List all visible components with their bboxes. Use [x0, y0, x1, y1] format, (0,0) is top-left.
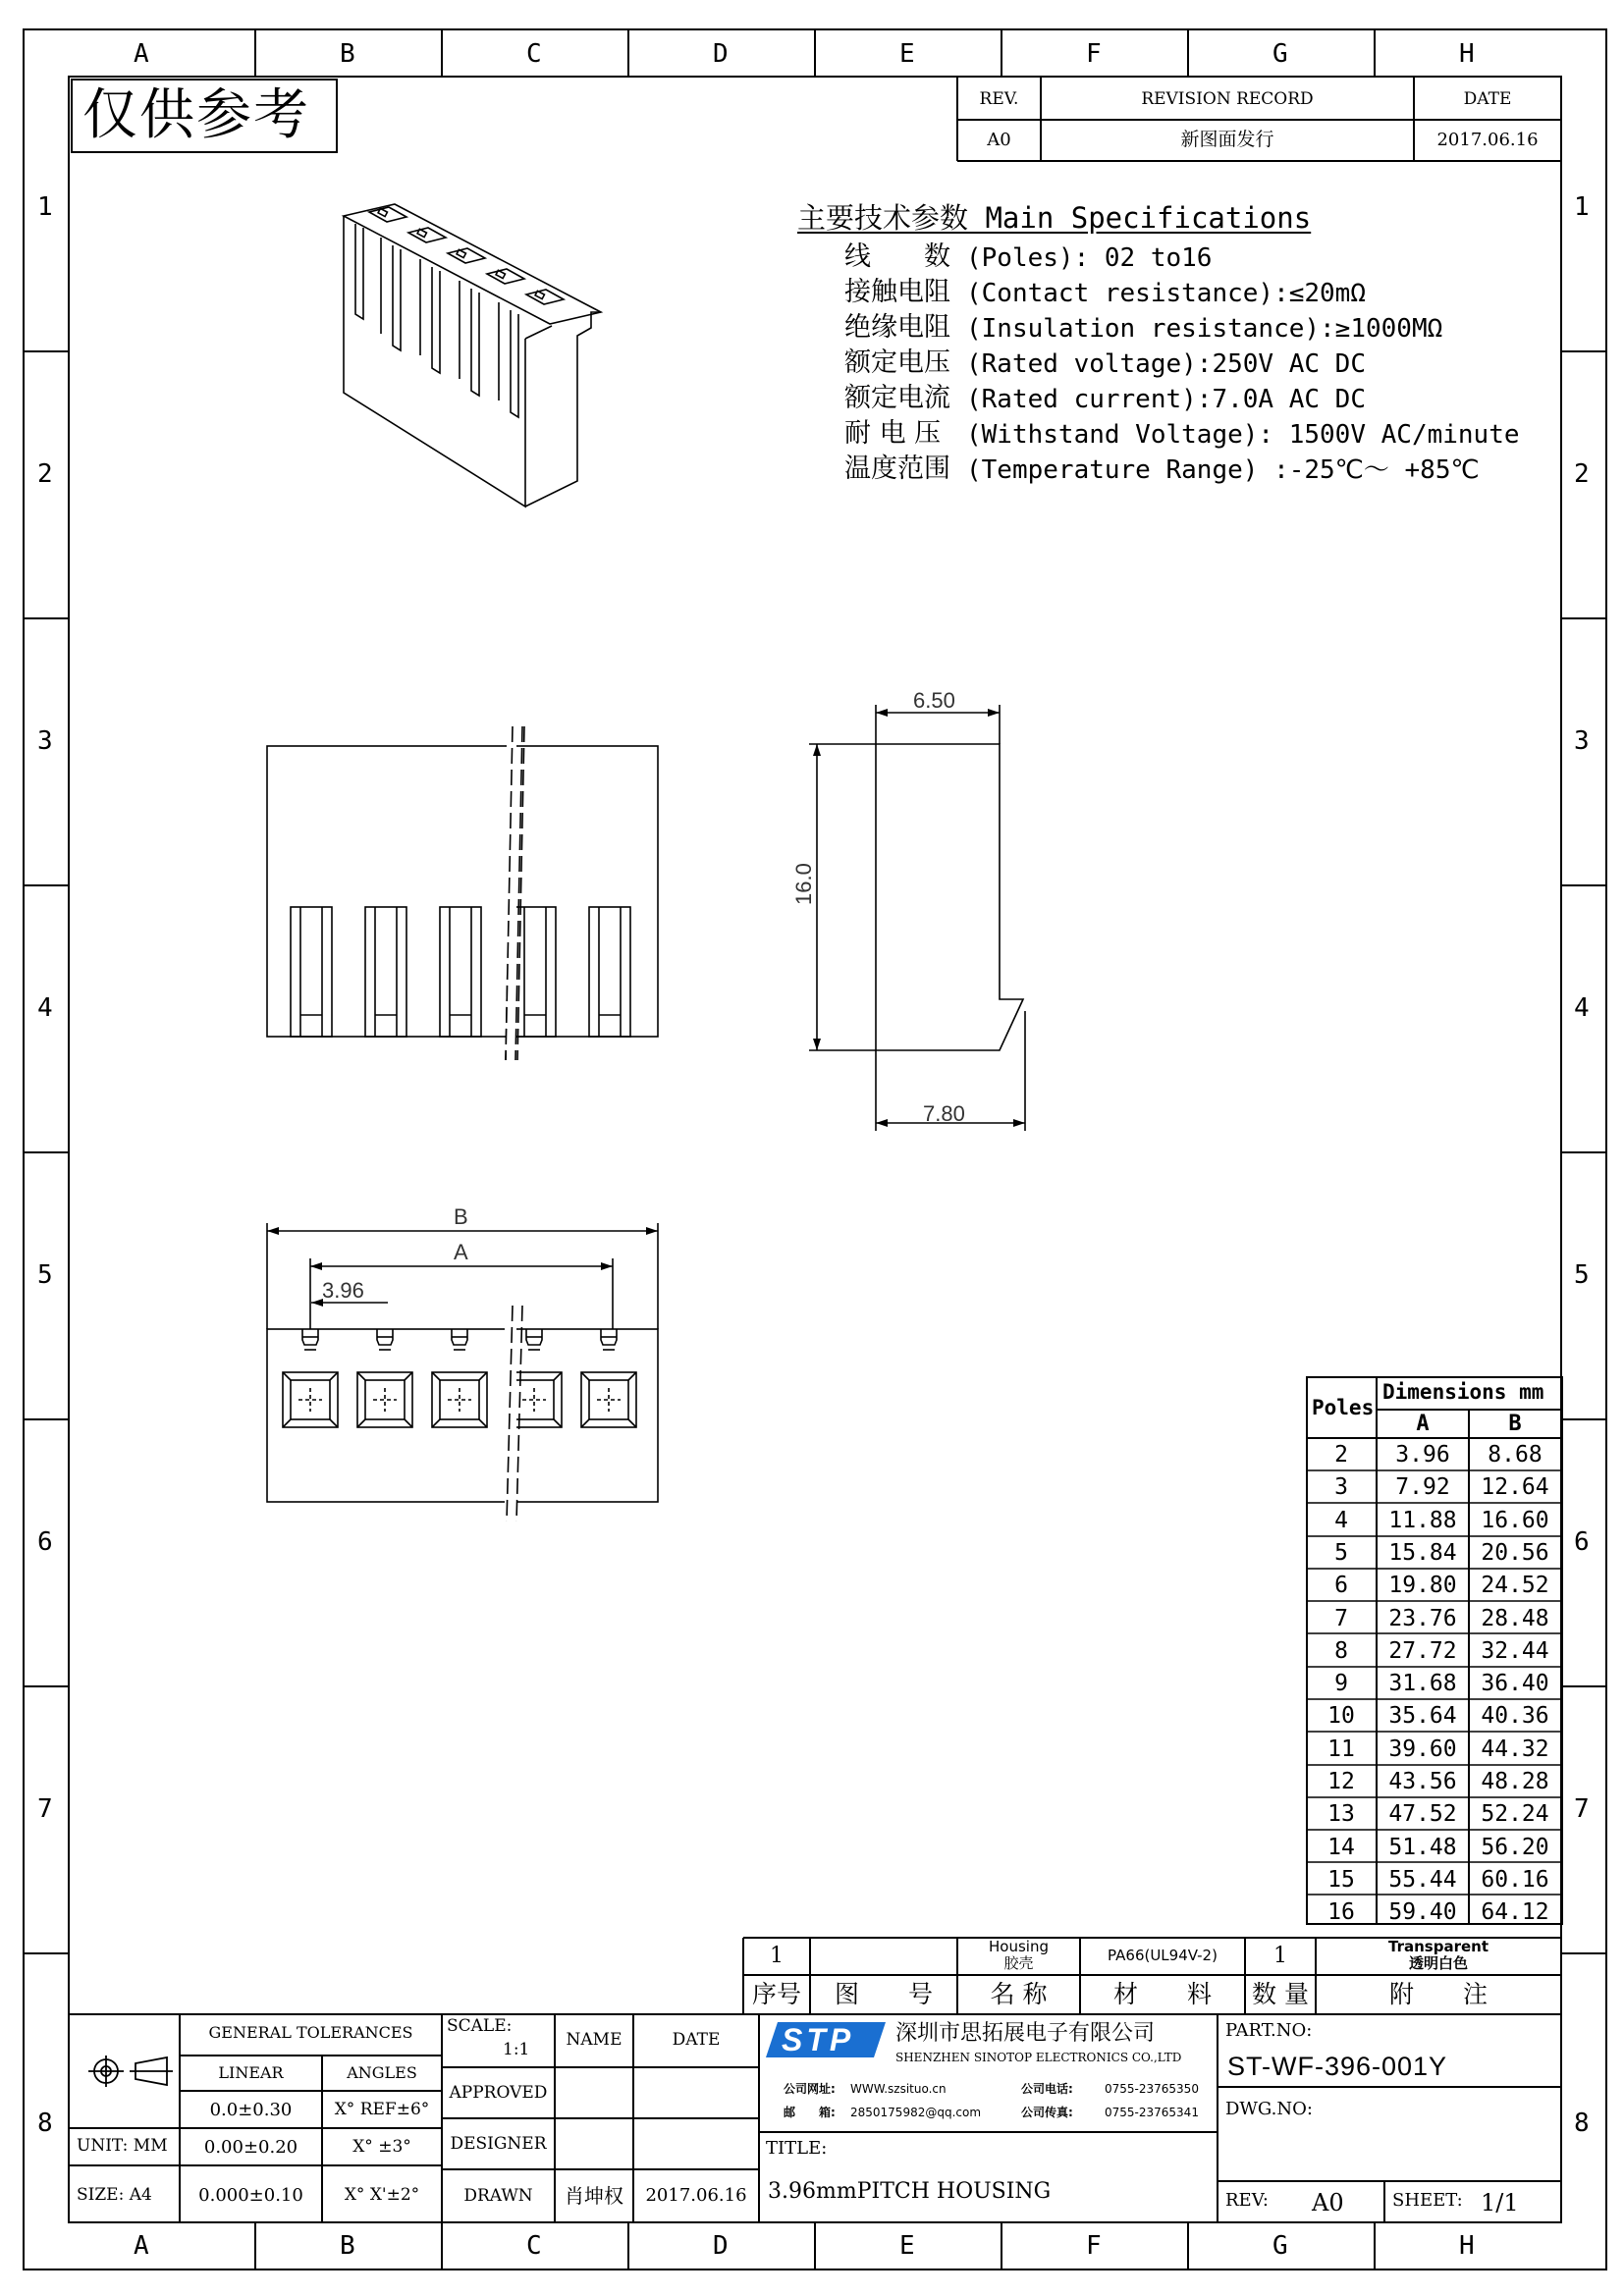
a-cell: 15.84 [1388, 1539, 1457, 1566]
row-number-6-left: 6 [37, 1527, 53, 1557]
company-name-zh: 深圳市思拓展电子有限公司 [895, 2021, 1156, 2046]
drawn-name: 肖坤权 [565, 2184, 623, 2208]
scale-label: SCALE: [447, 2016, 513, 2036]
spec-poles-zh: 线 数 [844, 241, 950, 272]
row-number-1-left: 1 [37, 192, 53, 222]
email-label: 邮 箱: [784, 2106, 836, 2119]
email: 2850175982@qq.com [850, 2106, 982, 2119]
a-cell: 23.76 [1388, 1605, 1457, 1631]
drawn-date: 2017.06.16 [645, 2185, 747, 2206]
rev-block-value: A0 [1312, 2189, 1344, 2216]
rev-header: REV. [979, 89, 1019, 109]
poles-cell: 12 [1327, 1769, 1355, 1794]
row-number-5-left: 5 [37, 1260, 53, 1290]
b-cell: 28.48 [1481, 1605, 1549, 1631]
dim-width-top: 6.50 [913, 688, 955, 713]
row-number-4-right: 4 [1574, 993, 1590, 1023]
dim-a-label: A [454, 1240, 468, 1264]
dim-b-label: B [454, 1204, 468, 1229]
drawn-label: DRAWN [463, 2186, 533, 2206]
spec-withstand-zh: 耐 电 压 [844, 418, 942, 449]
b-cell: 8.68 [1488, 1442, 1543, 1468]
sheet-value: 1/1 [1481, 2189, 1519, 2216]
poles-cell: 8 [1334, 1637, 1348, 1664]
dimension-row [1306, 1634, 1563, 1667]
spec-poles-en: (Poles): 02 to16 [966, 243, 1213, 273]
row-number-5-right: 5 [1574, 1260, 1590, 1290]
drawing-title: 3.96mmPITCH HOUSING [768, 2179, 1052, 2204]
fax: 0755-23765341 [1105, 2106, 1199, 2119]
col-letter-b-top: B [340, 39, 355, 69]
b-cell: 40.36 [1481, 1703, 1549, 1730]
poles-cell: 13 [1327, 1801, 1355, 1828]
dim-height: 16.0 [791, 863, 816, 905]
poles-cell: 14 [1327, 1834, 1355, 1860]
rev-label: REV: [1225, 2190, 1269, 2211]
b-cell: 24.52 [1481, 1573, 1549, 1599]
a-cell: 43.56 [1388, 1769, 1457, 1794]
a-cell: 59.40 [1388, 1899, 1457, 1926]
fax-label: 公司传真: [1021, 2106, 1073, 2119]
col-letter-a-top: A [134, 39, 149, 69]
spec-current-en: (Rated current):7.0A AC DC [966, 385, 1366, 414]
website-label: 公司网址: [784, 2082, 836, 2096]
col-letter-a-bottom: A [134, 2231, 149, 2261]
row-number-1-right: 1 [1574, 192, 1590, 222]
dim-width-bottom: 7.80 [923, 1101, 965, 1126]
a-cell: 35.64 [1388, 1703, 1457, 1730]
b-cell: 32.44 [1481, 1637, 1549, 1664]
bom-name-en: Housing [989, 1938, 1049, 1955]
row-number-3-left: 3 [37, 726, 53, 756]
dimension-row [1306, 1797, 1563, 1830]
date-header: DATE [1463, 89, 1512, 109]
col-letter-b-bottom: B [340, 2231, 355, 2261]
spec-voltage-en: (Rated voltage):250V AC DC [966, 349, 1366, 379]
b-cell: 36.40 [1481, 1671, 1549, 1697]
b-header: B [1508, 1412, 1522, 1436]
revision-description: 新图面发行 [1180, 129, 1274, 150]
b-cell: 64.12 [1481, 1899, 1549, 1926]
dimension-row [1306, 1667, 1563, 1699]
row-number-3-right: 3 [1574, 726, 1590, 756]
col-letter-g-bottom: G [1272, 2231, 1288, 2261]
website: WWW.szsituo.cn [850, 2082, 947, 2096]
a-cell: 7.92 [1395, 1474, 1450, 1501]
a-cell: 3.96 [1395, 1442, 1450, 1468]
col-letter-h-top: H [1459, 39, 1475, 69]
poles-cell: 11 [1327, 1735, 1355, 1762]
poles-cell: 15 [1327, 1866, 1355, 1893]
col-letter-e-bottom: E [899, 2231, 915, 2261]
col-letter-c-bottom: C [526, 2231, 542, 2261]
bom-no: 1 [770, 1944, 784, 1968]
phone: 0755-23765350 [1105, 2082, 1199, 2096]
bom-header-material: 材 料 [1112, 1980, 1212, 2008]
bom-qty: 1 [1273, 1944, 1287, 1968]
a-cell: 19.80 [1388, 1573, 1457, 1599]
front-view [255, 726, 668, 1060]
part-no: ST-WF-396-001Y [1227, 2052, 1448, 2081]
angles-label: ANGLES [347, 2063, 417, 2082]
row-number-2-left: 2 [37, 459, 53, 489]
row-number-8-left: 8 [37, 2109, 53, 2138]
stamp-text: 仅供参考 [82, 83, 310, 147]
rev-value: A0 [987, 130, 1011, 150]
company-name-en: SHENZHEN SINOTOP ELECTRONICS CO.,LTD [895, 2051, 1182, 2064]
bom-note-zh: 透明白色 [1408, 1954, 1468, 1972]
col-letter-g-top: G [1272, 39, 1288, 69]
col-letter-h-bottom: H [1459, 2231, 1475, 2261]
a-cell: 47.52 [1388, 1801, 1457, 1828]
company-logo [762, 2018, 890, 2061]
bom-header-no: 序号 [751, 1980, 801, 2008]
dimension-row [1306, 1831, 1563, 1863]
b-cell: 20.56 [1481, 1539, 1549, 1566]
a-cell: 31.68 [1388, 1671, 1457, 1697]
spec-voltage-zh: 额定电压 [844, 347, 950, 378]
a-cell: 39.60 [1388, 1735, 1457, 1762]
a-header: A [1416, 1412, 1430, 1436]
col-letter-f-bottom: F [1086, 2231, 1102, 2261]
dimension-row [1306, 1896, 1563, 1928]
bom-name-zh: 胶壳 [1003, 1954, 1034, 1972]
a-cell: 11.88 [1388, 1507, 1457, 1533]
b-cell: 56.20 [1481, 1834, 1549, 1860]
b-cell: 12.64 [1481, 1474, 1549, 1501]
dimension-row [1306, 1765, 1563, 1797]
tol-angle-2: X° ±3° [352, 2137, 411, 2157]
a-cell: 55.44 [1388, 1866, 1457, 1893]
row-number-8-right: 8 [1574, 2109, 1590, 2138]
spec-insulation-zh: 绝缘电阻 [844, 312, 950, 343]
part-no-label: PART.NO: [1225, 2020, 1313, 2041]
row-number-2-right: 2 [1574, 459, 1590, 489]
name-label: NAME [566, 2030, 623, 2050]
poles-cell: 9 [1334, 1671, 1348, 1697]
side-view [785, 687, 1041, 1139]
poles-cell: 4 [1334, 1507, 1348, 1533]
sheet-label: SHEET: [1392, 2190, 1463, 2211]
col-letter-e-top: E [899, 39, 915, 69]
phone-label: 公司电话: [1021, 2082, 1073, 2096]
spec-temperature-en: (Temperature Range) :-25℃～ +85℃ [966, 455, 1480, 485]
b-cell: 48.28 [1481, 1769, 1549, 1794]
approved-label: APPROVED [449, 2083, 548, 2103]
dims-header: Dimensions mm [1382, 1380, 1544, 1404]
spec-insulation-en: (Insulation resistance):≥1000MΩ [966, 314, 1443, 344]
poles-cell: 10 [1327, 1703, 1355, 1730]
tol-linear-1: 0.0±0.30 [209, 2100, 293, 2120]
row-number-7-left: 7 [37, 1794, 53, 1824]
row-number-6-right: 6 [1574, 1527, 1590, 1557]
dimension-row [1306, 1470, 1563, 1503]
poles-cell: 6 [1334, 1573, 1348, 1599]
b-cell: 16.60 [1481, 1507, 1549, 1533]
dimension-row [1306, 1569, 1563, 1601]
unit-label: UNIT: MM [77, 2136, 168, 2156]
dimension-row [1306, 1863, 1563, 1896]
revision-date: 2017.06.16 [1436, 130, 1539, 150]
designer-label: DESIGNER [450, 2134, 547, 2154]
bom-note-en: Transparent [1388, 1938, 1489, 1955]
a-cell: 51.48 [1388, 1834, 1457, 1860]
b-cell: 60.16 [1481, 1866, 1549, 1893]
dimension-row [1306, 1699, 1563, 1732]
dimension-row [1306, 1733, 1563, 1765]
scale-value: 1:1 [503, 2040, 530, 2059]
bom-header-drawing-no: 图 号 [834, 1980, 933, 2008]
row-number-4-left: 4 [37, 993, 53, 1023]
date-label: DATE [672, 2030, 721, 2050]
bom-header-name: 名 称 [990, 1980, 1048, 2008]
col-letter-d-bottom: D [713, 2231, 729, 2261]
size-label: SIZE: A4 [77, 2185, 152, 2205]
col-letter-f-top: F [1086, 39, 1102, 69]
row-number-7-right: 7 [1574, 1794, 1590, 1824]
dim-pitch: 3.96 [322, 1278, 364, 1303]
dwg-no-label: DWG.NO: [1225, 2099, 1313, 2119]
spec-withstand-en: (Withstand Voltage): 1500V AC/minute [966, 420, 1520, 450]
linear-label: LINEAR [218, 2063, 284, 2082]
poles-header: Poles [1312, 1396, 1375, 1419]
spec-title: 主要技术参数 Main Specifications [797, 201, 1312, 235]
poles-cell: 16 [1327, 1899, 1355, 1926]
isometric-view [334, 196, 609, 520]
dimension-row [1306, 1504, 1563, 1536]
bom-material: PA66(UL94V-2) [1108, 1947, 1218, 1964]
dimension-row [1306, 1602, 1563, 1634]
dimension-row [1306, 1438, 1563, 1470]
bom-header-qty: 数 量 [1252, 1980, 1309, 2008]
poles-cell: 7 [1334, 1605, 1348, 1631]
logo-text: STP [782, 2022, 855, 2057]
poles-cell: 3 [1334, 1474, 1348, 1501]
spec-contact-zh: 接触电阻 [844, 277, 950, 307]
a-cell: 27.72 [1388, 1637, 1457, 1664]
col-letter-c-top: C [526, 39, 542, 69]
tol-angle-3: X° X'±2° [344, 2185, 420, 2205]
col-letter-d-top: D [713, 39, 729, 69]
spec-contact-en: (Contact resistance):≤20mΩ [966, 279, 1366, 308]
tol-linear-2: 0.00±0.20 [203, 2137, 298, 2158]
title-label: TITLE: [766, 2138, 828, 2159]
poles-cell: 5 [1334, 1539, 1348, 1566]
b-cell: 52.24 [1481, 1801, 1549, 1828]
spec-temperature-zh: 温度范围 [844, 454, 950, 484]
b-cell: 44.32 [1481, 1735, 1549, 1762]
bom-header-note: 附 注 [1388, 1980, 1488, 2008]
poles-cell: 2 [1334, 1442, 1348, 1468]
general-tolerances: GENERAL TOLERANCES [208, 2023, 413, 2042]
tol-linear-3: 0.000±0.10 [198, 2185, 303, 2206]
dimension-row [1306, 1536, 1563, 1569]
revision-record-header: REVISION RECORD [1141, 89, 1314, 109]
tol-angle-1: X° REF±6° [334, 2100, 430, 2119]
spec-current-zh: 额定电流 [844, 383, 950, 413]
